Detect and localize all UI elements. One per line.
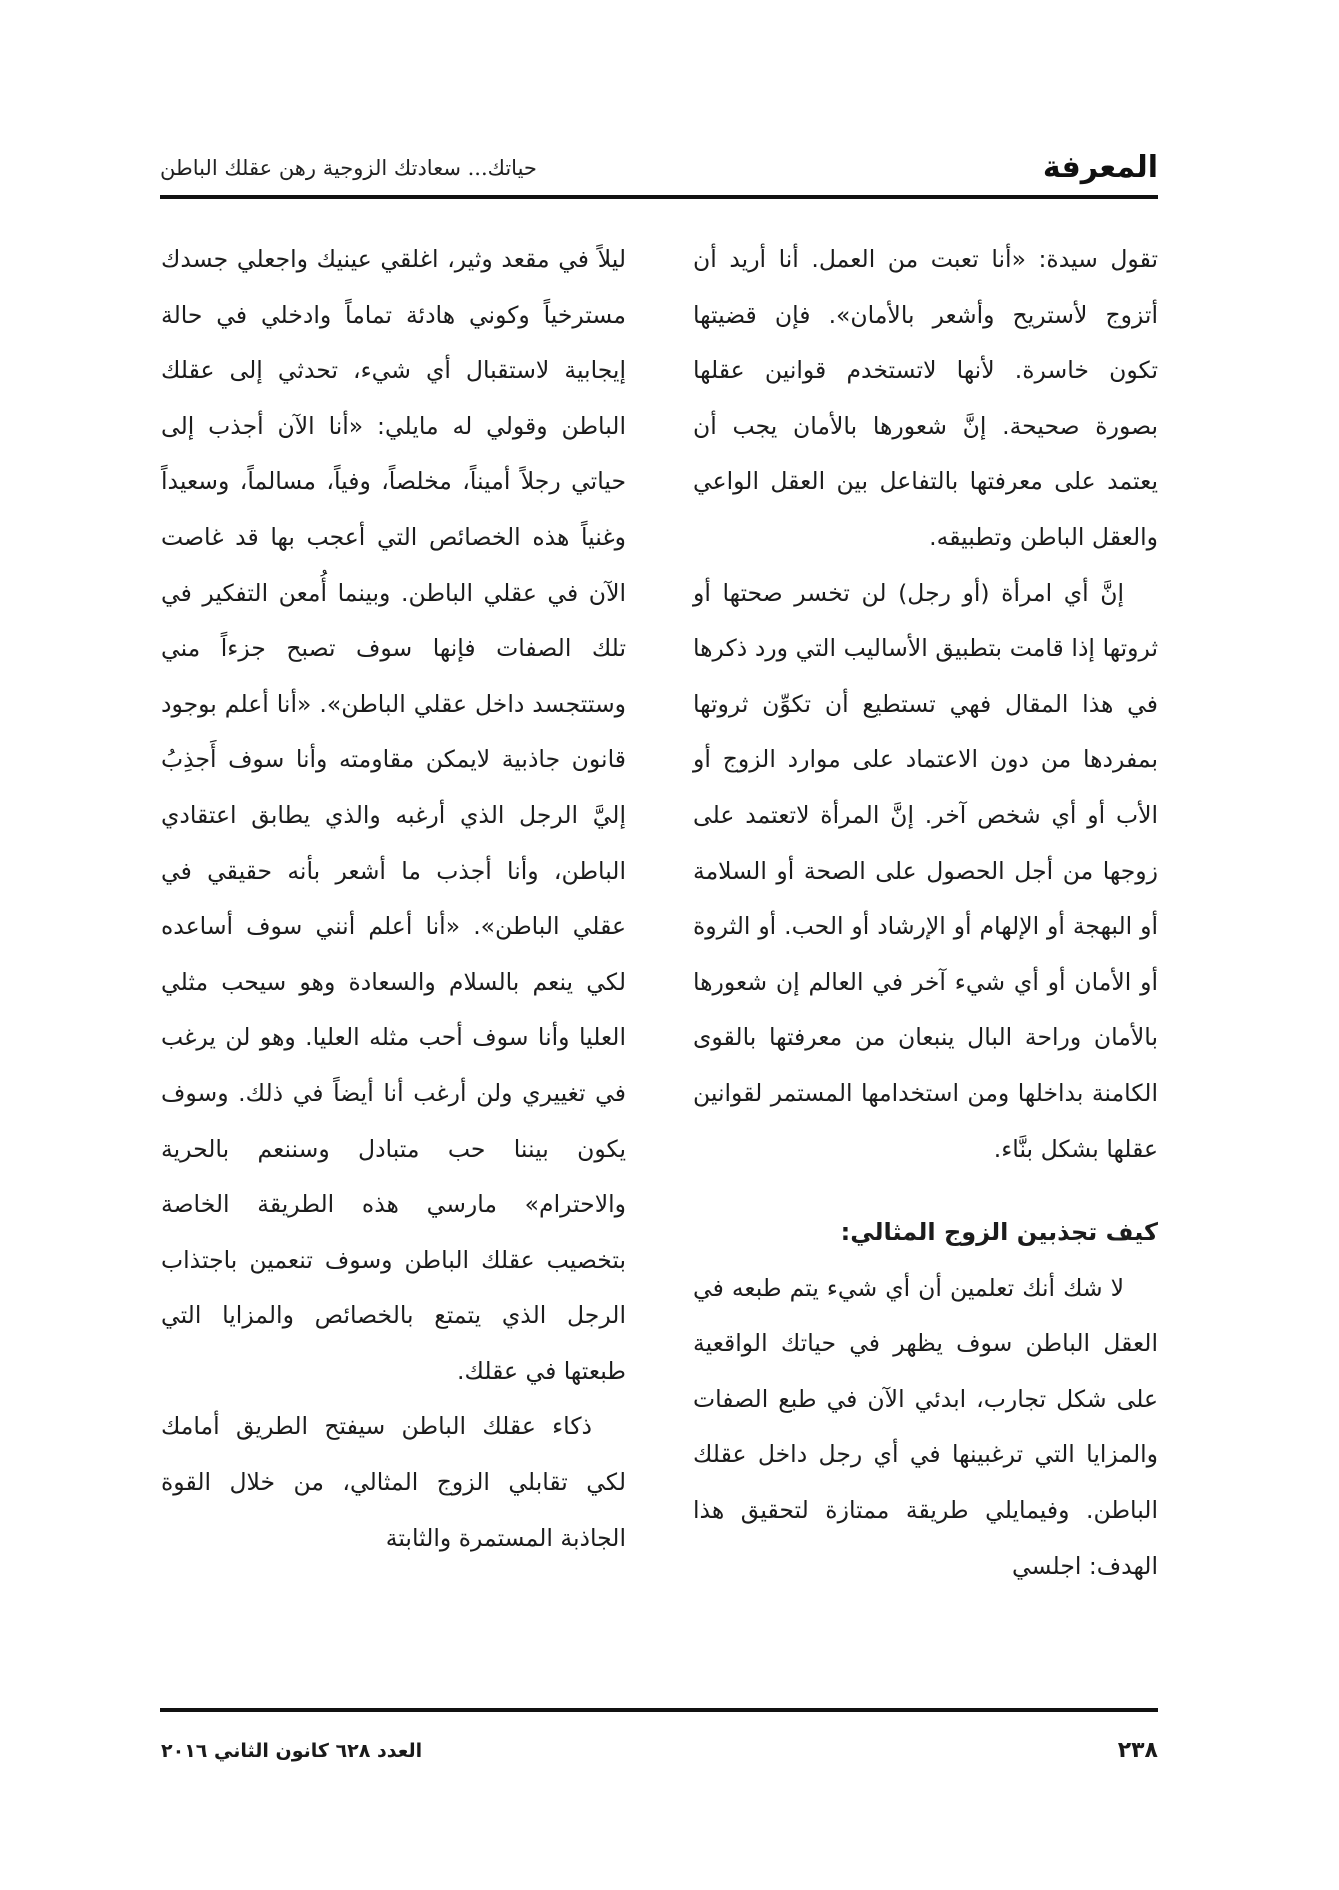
paragraph: لا شك أنك تعلمين أن أي شيء يتم طبعه في العقل الباطن سوف يظهر في حياتك الواقعية على شكل تجارب، ابدئي الآن في طبع الصفات والمزايا التي ترغبينها في أي رجل داخل عقلك الباطن. وفيمايلي طريقة ممتازة لتحقيق هذا الهدف: اجلسي — [693, 1273, 1158, 1580]
paragraph: تقول سيدة: «أنا تعبت من العمل. أنا أريد أن أتزوج لأستريح وأشعر بالأمان». فإن قضيتها تكون خاسرة. لأنها لاتستخدم قوانين عقلها بصورة صحيحة. إنَّ شعورها بالأمان يجب أن يعتمد على معرفتها بالتفاعل بين العقل الواعي والعقل الباطن وتطبيقه. — [693, 245, 1158, 551]
footer-divider — [160, 1708, 1158, 1712]
paragraph: إنَّ أي امرأة (أو رجل) لن تخسر صحتها أو ثروتها إذا قامت بتطبيق الأساليب التي ورد ذكرها في هذا المقال فهي تستطيع أن تكوِّن ثروتها بمفردها من دون الاعتماد على موارد الزوج أو الأب أو أي شخص آخر. إنَّ المرأة لاتعتمد على زوجها من أجل الحصول على الصحة أو السلامة أو البهجة أو الإلهام أو الإرشاد أو الحب. أو الثروة أو الأمان أو أي شيء آخر في العالم إن شعورها بالأمان وراحة البال ينبعان من معرفتها بالقوى الكامنة بداخلها ومن استخدامها المستمر لقوانين عقلها بشكل بنَّاء. — [693, 578, 1158, 1163]
issue-info: العدد ٦٢٨ كانون الثاني ٢٠١٦ — [161, 1740, 423, 1762]
left-column — [161, 232, 626, 1566]
paragraph: ذكاء عقلك الباطن سيفتح الطريق أمامك لكي تقابلي الزوج المثالي، من خلال القوة الجاذبة المستمرة والثابتة — [161, 1412, 626, 1552]
page-header — [160, 150, 1158, 200]
page-number: ٢٣٨ — [1117, 1738, 1158, 1763]
right-column — [693, 232, 1158, 1594]
paragraph: ليلاً في مقعد وثير، اغلقي عينيك واجعلي جسدك مسترخياً وكوني هادئة تماماً وادخلي في حالة إيجابية لاستقبال أي شيء، تحدثي إلى عقلك الباطن وقولي له مايلي: «أنا الآن أجذب إلى حياتي رجلاً أميناً، مخلصاً، وفياً، مسالماً، وسعيداً وغنياً هذه الخصائص التي أعجب بها قد غاصت الآن في عقلي الباطن. وبينما أُمعن التفكير في تلك الصفات فإنها سوف تصبح جزءاً مني وستتجسد داخل عقلي الباطن». «أنا أعلم بوجود قانون جاذبية لايمكن مقاومته وأنا سوف أَجذِبُ إليَّ الرجل الذي أرغبه والذي يطابق اعتقادي الباطن، وأنا أجذب ما أشعر بأنه حقيقي في عقلي الباطن». «أنا أعلم أنني سوف أساعده لكي ينعم بالسلام والسعادة وهو سيحب مثلي العليا وأنا سوف أحب مثله العليا. وهو لن يرغب في تغييري ولن أرغب أنا أيضاً في ذلك. وسوف يكون بيننا حب متبادل وسننعم بالحرية والاحترام» مارسي هذه الطريقة الخاصة بتخصيب عقلك الباطن وسوف تنعمين باجتذاب الرجل الذي يتمتع بالخصائص والمزايا التي طبعتها في عقلك. — [161, 245, 626, 1385]
magazine-logo: المعرفة — [1042, 150, 1158, 185]
running-title: حياتك... سعادتك الزوجية رهن عقلك الباطن — [160, 156, 537, 180]
section-heading: كيف تجذبين الزوج المثالي: — [840, 1218, 1158, 1247]
header-divider — [160, 195, 1158, 199]
